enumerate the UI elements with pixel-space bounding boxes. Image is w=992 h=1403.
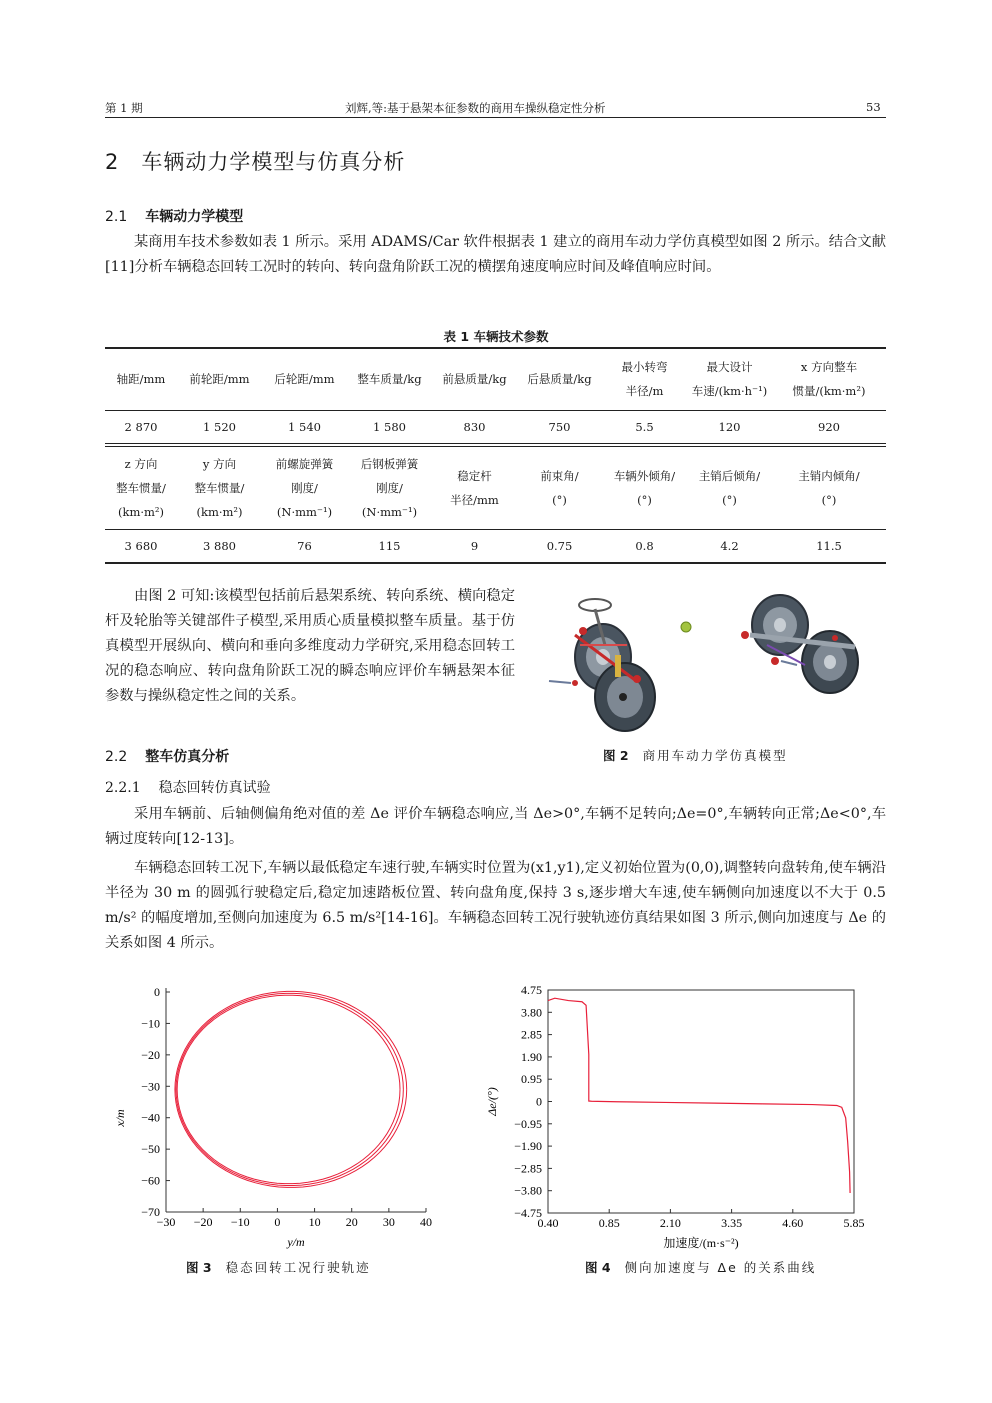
trajectory-loop-0 <box>177 995 400 1183</box>
table-value-cell-2-8: 11.5 <box>816 539 842 553</box>
table-header-cell-2-6-line: (°) <box>637 493 652 507</box>
table-header-cell-2-3 <box>347 448 432 528</box>
subsection-title: 稳态回转仿真试验 <box>158 780 271 796</box>
delta-vs-acceleration-chart <box>478 980 878 1250</box>
x-tick-label: −20 <box>193 1215 213 1229</box>
y-tick-label: −3.80 <box>514 1183 542 1198</box>
x-tick-label: −30 <box>156 1215 176 1229</box>
table-header-cell-2-2-line: (N·mm⁻¹) <box>276 505 333 519</box>
figure-2-caption <box>603 746 788 764</box>
vehicle-model-figure <box>535 585 880 735</box>
table-header-cell-4-line: 前悬质量/kg <box>442 372 507 386</box>
table-value-cell-3: 1 580 <box>373 420 406 434</box>
table-header-cell-2-0-line: (km·m²) <box>117 505 165 519</box>
table-header-cell-8-line: 惯量/(km·m²) <box>792 384 866 398</box>
table-header-cell-2-3-line: 后钢板弹簧 <box>360 457 419 471</box>
x-tick-label: 0.40 <box>537 1216 559 1230</box>
x-tick-label: 4.60 <box>782 1216 804 1230</box>
y-tick-label: 1.90 <box>521 1049 542 1064</box>
table-header-cell-2-line: 后轮距/mm <box>274 372 335 386</box>
subsection-title: 整车仿真分析 <box>145 749 230 765</box>
y-tick-label: −30 <box>141 1079 160 1094</box>
figure-4-caption <box>585 1258 816 1276</box>
y-tick-label: 0 <box>154 985 160 999</box>
table-value-row-1 <box>105 411 886 443</box>
table-header-cell-2-8-line: 主销内倾角/ <box>798 469 860 483</box>
table-header-cell-2-2 <box>262 448 347 528</box>
table-header-cell-7-line: 最大设计 <box>706 360 753 374</box>
table-header-cell-6-line: 半径/m <box>625 384 664 398</box>
header-rule <box>105 117 886 118</box>
y-axis-label: Δe/(°) <box>485 1087 499 1116</box>
table-value-cell-6: 5.5 <box>635 420 654 434</box>
paragraph-1: 某商用车技术参数如表 1 所示。采用 ADAMS/Car 软件根据表 1 建立的商用车动力学仿真模型如图 2 所示。结合文献[11]分析车辆稳态回转工况时的转向、转向盘角阶跃工况的横摆角速度响应时间及峰值响应时间。 <box>105 234 886 275</box>
y-tick-label: −10 <box>141 1016 160 1031</box>
page-number: 53 <box>866 100 881 114</box>
table-header-cell-3 <box>347 349 432 409</box>
y-tick-label: 2.85 <box>521 1027 542 1042</box>
trajectory-chart <box>108 980 438 1250</box>
table-value-cell-2-6: 0.8 <box>635 539 654 553</box>
table-header-cell-8-line: x 方向整车 <box>800 360 858 374</box>
y-tick-label: −70 <box>141 1205 160 1219</box>
table-header-cell-4 <box>432 349 517 409</box>
x-tick-label: 0 <box>274 1215 281 1229</box>
table-header-cell-2-4 <box>432 448 517 528</box>
y-tick-label: −2.85 <box>514 1161 542 1176</box>
figure-label: 图 3 <box>186 1260 212 1275</box>
figure-label: 图 4 <box>585 1260 611 1275</box>
table-value-cell-5: 750 <box>548 420 571 434</box>
table-header-cell-5-line: 后悬质量/kg <box>527 372 592 386</box>
table-value-cell-2-7: 4.2 <box>720 539 739 553</box>
y-tick-label: −50 <box>141 1142 160 1157</box>
subsection-number: 2.2.1 <box>105 780 141 796</box>
table-header-cell-2-3-line: (N·mm⁻¹) <box>361 505 418 519</box>
table-header-cell-7 <box>687 349 772 409</box>
paragraph-4: 车辆稳态回转工况下,车辆以最低稳定车速行驶,车辆实时位置为(x1,y1),定义初始位置为(0,0),调整转向盘转角,使车辆沿半径为 30 m 的圆弧行驶稳定后,稳定加速踏板位置、转向盘角度,保持 3 s,逐步增大车速,使车辆侧向加速度以不大于 0.5 m/s² 的幅度增加,至侧向加速度为 6.5 m/s²[14-16]。车辆稳态回转工况行驶轨迹仿真结果如图 3 所示,侧向加速度与 Δe 的关系如图 4 所示。 <box>105 860 886 951</box>
table-header-cell-2-6-line: 车辆外倾角/ <box>613 469 676 483</box>
section-number: 2 <box>105 150 120 174</box>
table-value-cell-2-5: 0.75 <box>546 539 573 553</box>
table-caption: 表 1 车辆技术参数 <box>443 329 549 344</box>
table-header-cell-2-0 <box>105 448 177 528</box>
table-value-cell-2-3: 115 <box>378 539 401 553</box>
figure-caption-text: 稳态回转工况行驶轨迹 <box>225 1260 371 1275</box>
table-header-cell-2-6 <box>602 448 687 528</box>
table-header-cell-2-3-line: 刚度/ <box>376 481 403 495</box>
x-axis-label: 加速度/(m·s⁻²) <box>663 1236 739 1250</box>
y-tick-label: −40 <box>141 1110 160 1125</box>
table-header-cell-2-7 <box>687 448 772 528</box>
y-tick-label: −0.95 <box>514 1116 542 1131</box>
delta-curve <box>548 998 850 1193</box>
x-tick-label: 0.85 <box>598 1216 620 1230</box>
paragraph-3: 采用车辆前、后轴侧偏角绝对值的差 Δe 评价车辆稳态响应,当 Δe>0°,车辆不足转向;Δe=0°,车辆转向正常;Δe<0°,车辆过度转向[12-13]。 <box>105 806 886 847</box>
table-header-cell-0 <box>105 349 177 409</box>
y-axis-label: x/m <box>113 1109 127 1127</box>
x-tick-label: −10 <box>230 1215 250 1229</box>
table-header-cell-1 <box>177 349 262 409</box>
front-suspension-illustration <box>549 599 655 731</box>
table-double-rule-b <box>105 446 886 447</box>
table-value-cell-1: 1 520 <box>203 420 236 434</box>
y-tick-label: −4.75 <box>514 1206 542 1220</box>
figure-caption-text: 商用车动力学仿真模型 <box>642 748 788 763</box>
figure-3-caption <box>186 1258 371 1276</box>
table-header-cell-8 <box>772 349 886 409</box>
y-tick-label: −1.90 <box>514 1139 542 1154</box>
table-header-row-1 <box>105 349 886 409</box>
table-header-cell-2-2-line: 前螺旋弹簧 <box>275 457 334 471</box>
table-header-cell-2-2-line: 刚度/ <box>291 481 318 495</box>
table-value-cell-7: 120 <box>718 420 741 434</box>
subsection-2-1 <box>105 206 243 226</box>
table-double-rule-a <box>105 443 886 444</box>
subsection-title: 车辆动力学模型 <box>145 209 244 225</box>
y-tick-label: −20 <box>141 1047 160 1062</box>
table-header-cell-2-1-line: (km·m²) <box>196 505 243 519</box>
subsection-number: 2.2 <box>105 749 128 765</box>
table-bottom-rule <box>105 562 886 564</box>
table-header-cell-2-5 <box>517 448 602 528</box>
subsection-2-2 <box>105 746 229 766</box>
y-tick-label: 0 <box>536 1094 542 1109</box>
table-header-cell-2-8 <box>772 448 886 528</box>
x-tick-label: 20 <box>345 1215 358 1229</box>
x-tick-label: 40 <box>420 1215 432 1229</box>
paragraph-2: 由图 2 可知:该模型包括前后悬架系统、转向系统、横向稳定杆及轮胎等关键部件子模型,采用质心质量模拟整车质量。基于仿真模型开展纵向、横向和垂向多维度动力学研究,采用稳态回转工况的稳态响应、转向盘角阶跃工况的瞬态响应评价车辆悬架本征参数与操纵稳定性之间的关系。 <box>105 588 515 704</box>
table-header-cell-2 <box>262 349 347 409</box>
x-axis-label: y/m <box>287 1235 305 1249</box>
y-tick-label: 3.80 <box>521 1005 542 1020</box>
table-value-cell-2: 1 540 <box>288 420 321 434</box>
table-header-cell-2-5-line: (°) <box>552 493 567 507</box>
table-value-cell-2-0: 3 680 <box>124 539 158 553</box>
table-header-cell-2-1 <box>177 448 262 528</box>
table-header-cell-2-7-line: (°) <box>722 493 737 507</box>
table-header-cell-0-line: 轴距/mm <box>116 372 166 386</box>
section-title: 车辆动力学模型与仿真分析 <box>141 150 406 174</box>
x-tick-label: 10 <box>308 1215 321 1229</box>
subsection-2-2-1 <box>105 777 271 797</box>
table-header-cell-2-0-line: z 方向 <box>124 457 158 471</box>
table-header-cell-2-0-line: 整车惯量/ <box>116 481 166 495</box>
table-value-row-2 <box>105 530 886 562</box>
table-header-cell-2-8-line: (°) <box>821 493 837 507</box>
table-value-cell-2-1: 3 880 <box>203 539 236 553</box>
y-tick-label: −60 <box>141 1173 160 1188</box>
table-header-cell-1-line: 前轮距/mm <box>189 372 250 386</box>
table-header-cell-2-1-line: 整车惯量/ <box>194 481 245 495</box>
table-value-cell-8: 920 <box>818 420 840 434</box>
table-value-cell-4: 830 <box>463 420 486 434</box>
table-header-cell-2-4-line: 稳定杆 <box>457 469 492 483</box>
table-header-cell-7-line: 车速/(km·h⁻¹) <box>691 384 768 398</box>
table-header-cell-2-5-line: 前束角/ <box>540 469 579 483</box>
figure-label: 图 2 <box>603 748 629 763</box>
center-of-mass-marker <box>681 622 691 632</box>
figure-caption-text: 侧向加速度与 Δe 的关系曲线 <box>624 1260 817 1275</box>
x-tick-label: 2.10 <box>659 1216 681 1230</box>
journal-issue: 第 1 期 <box>105 101 143 115</box>
table-header-row-2 <box>105 448 886 528</box>
table-header-cell-2-4-line: 半径/mm <box>450 493 499 507</box>
x-tick-label: 30 <box>382 1215 395 1229</box>
table-header-cell-2-7-line: 主销后倾角/ <box>698 469 761 483</box>
table-value-cell-0: 2 870 <box>124 420 158 434</box>
table-header-cell-6-line: 最小转弯 <box>621 360 668 374</box>
rear-suspension-illustration <box>741 595 858 693</box>
table-header-cell-5 <box>517 349 602 409</box>
running-title: 刘辉,等:基于悬架本征参数的商用车操纵稳定性分析 <box>345 101 606 115</box>
x-tick-label: 3.35 <box>721 1216 743 1230</box>
subsection-number: 2.1 <box>105 209 128 225</box>
section-heading <box>105 146 405 176</box>
table-value-cell-2-4: 9 <box>470 539 479 553</box>
table-header-cell-2-1-line: y 方向 <box>202 457 237 471</box>
table-header-cell-3-line: 整车质量/kg <box>357 372 422 386</box>
x-tick-label: 5.85 <box>843 1216 865 1230</box>
table-value-cell-2-2: 76 <box>297 539 312 553</box>
y-tick-label: 4.75 <box>521 983 542 997</box>
y-tick-label: 0.95 <box>521 1072 542 1087</box>
table-header-cell-6 <box>602 349 687 409</box>
